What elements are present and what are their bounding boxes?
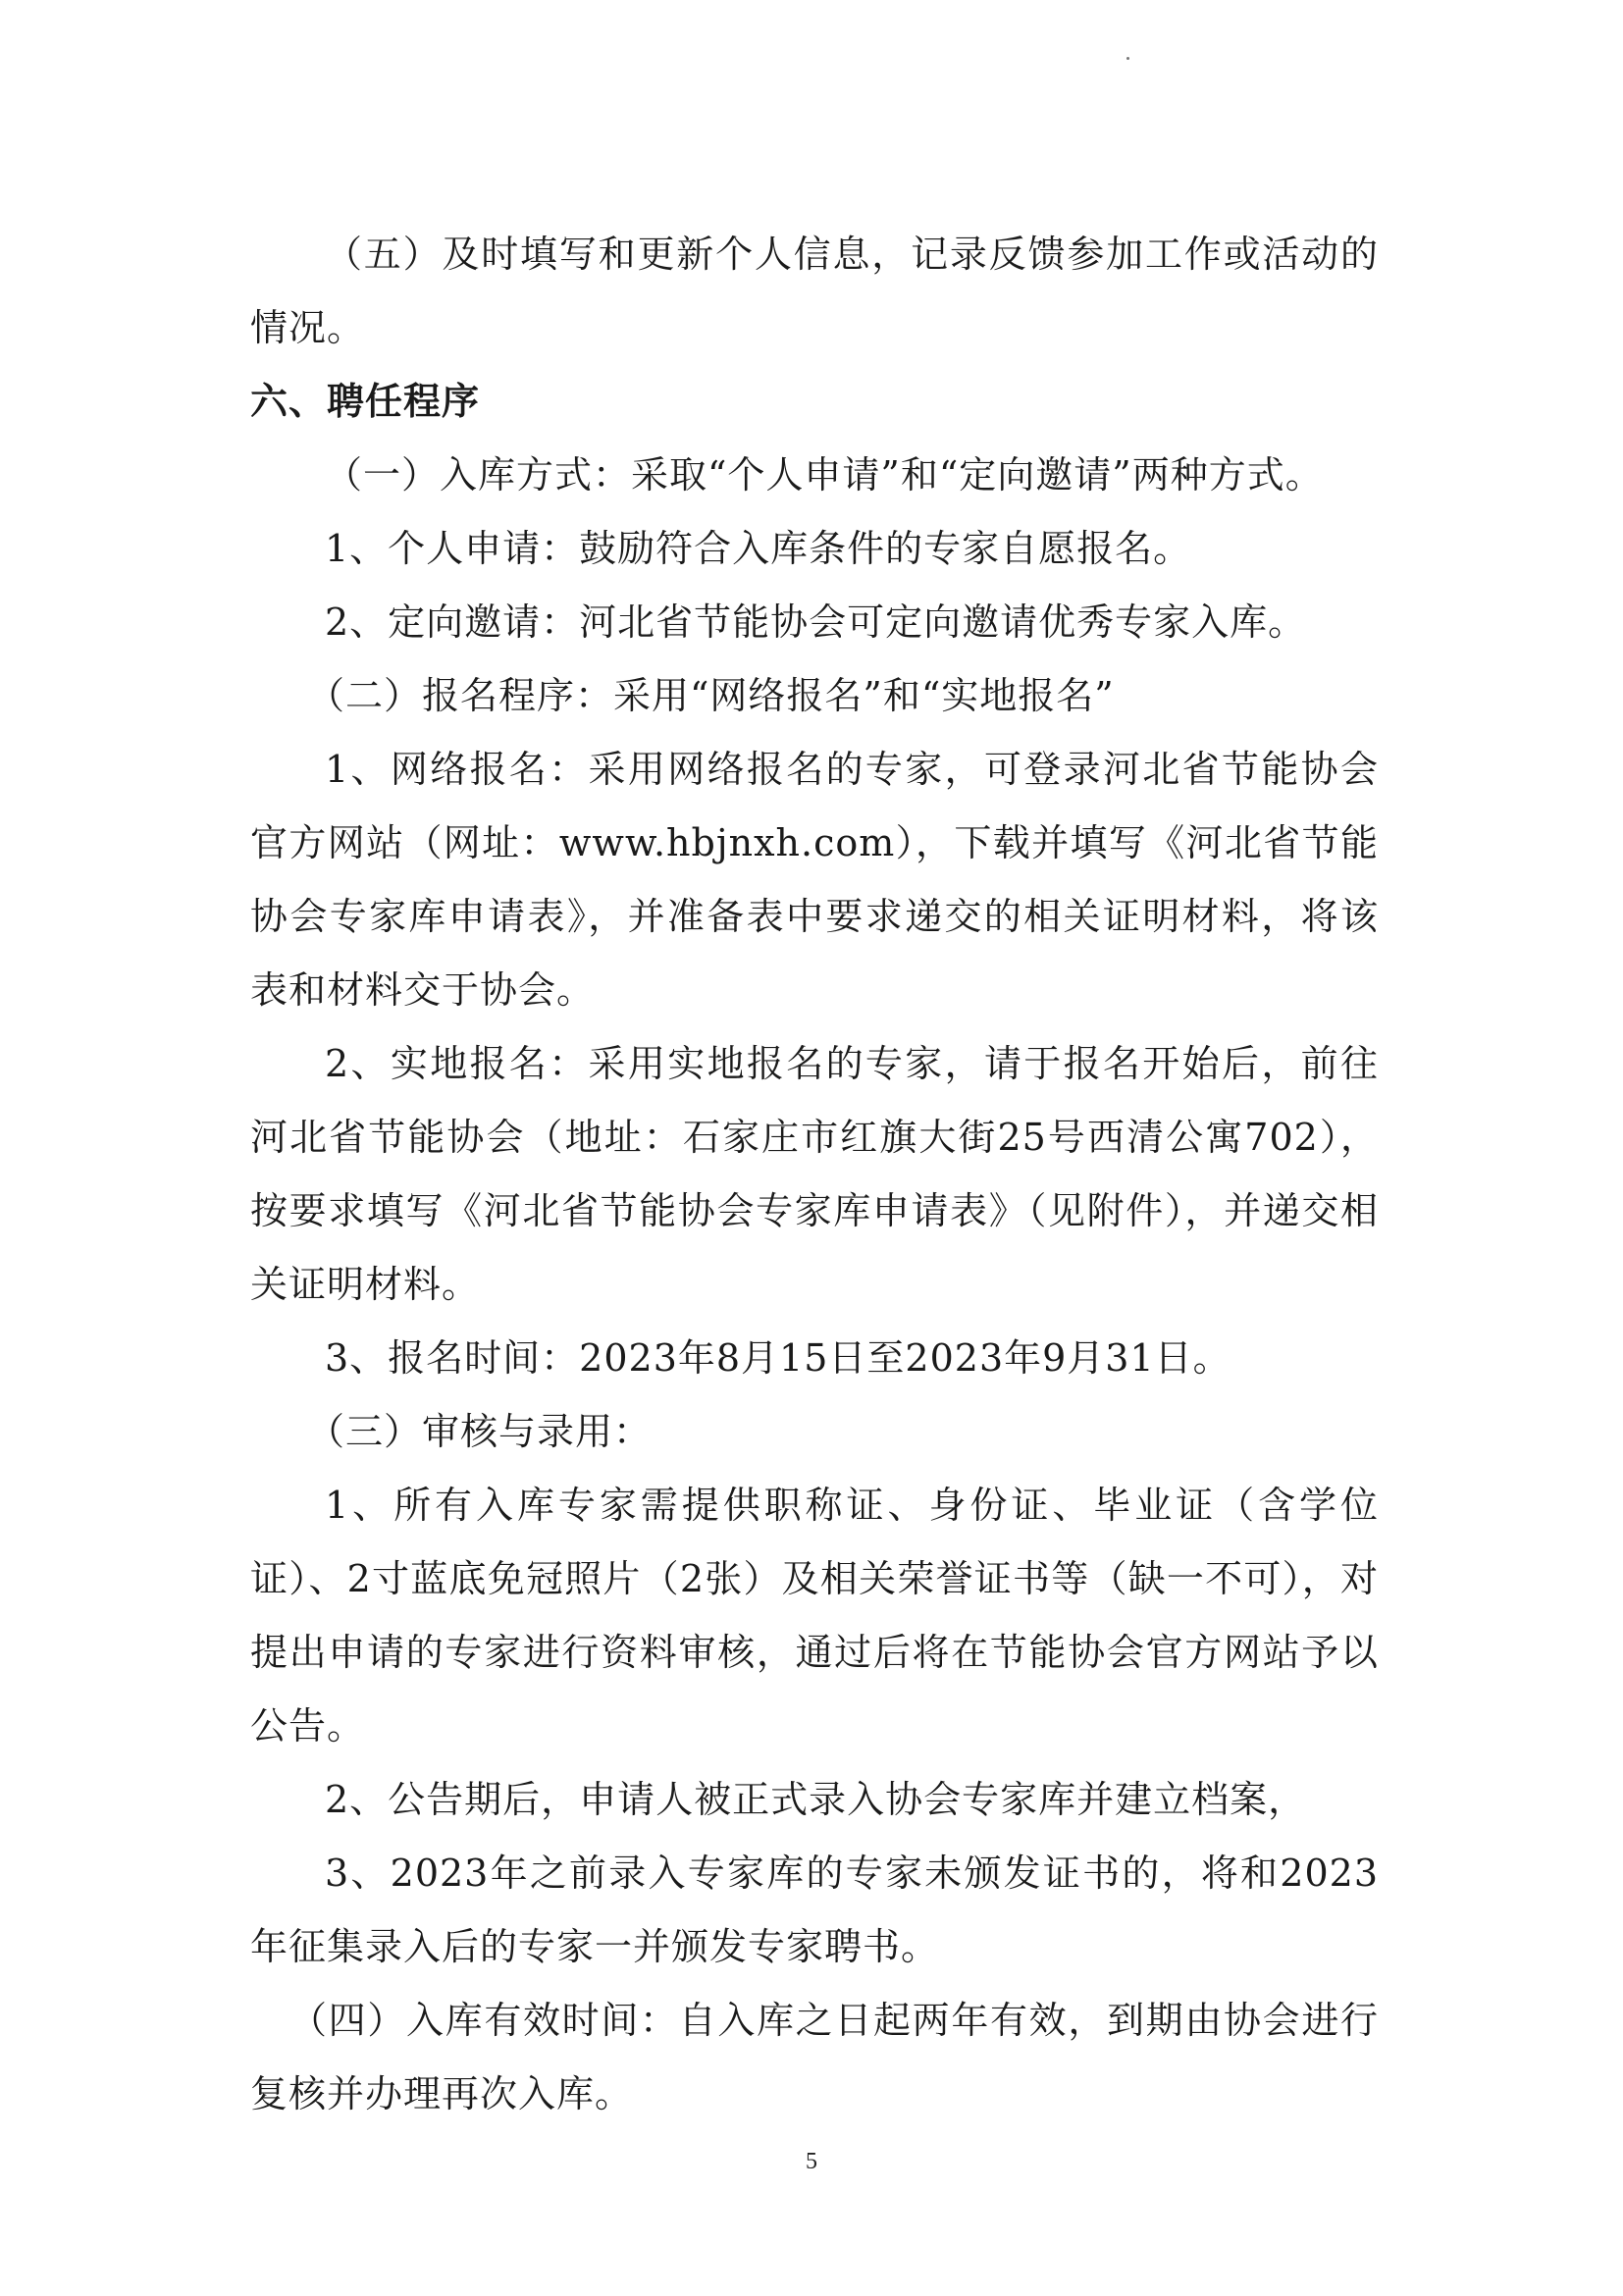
paragraph-online-registration: 1、网络报名：采用网络报名的专家，可登录河北省节能协会官方网站（网址：www.hbjnxh.com），下载并填写《河北省节能协会专家库申请表》，并准备表中要求递交的相关证明材料，将该表和材料交于协会。 — [250, 748, 1379, 1012]
paragraph-targeted-invitation: 2、定向邀请：河北省节能协会可定向邀请优秀专家入库。 — [325, 600, 1307, 644]
section-heading-appointment-procedure: 六、聘任程序 — [250, 380, 481, 423]
paragraph-required-documents: 1、所有入库专家需提供职称证、身份证、毕业证（含学位证）、2寸蓝底免冠照片（2张）及相关荣誉证书等（缺一不可），对提出申请的专家进行资料审核，通过后将在节能协会官方网站予以公告。 — [250, 1484, 1379, 1748]
paragraph-registration-time: 3、报名时间：2023年8月15日至2023年9月31日。 — [325, 1336, 1231, 1380]
document-body — [250, 218, 1379, 2131]
paragraph-personal-application: 1、个人申请：鼓励符合入库条件的专家自愿报名。 — [325, 527, 1192, 570]
paragraph-review-and-admission: （三）审核与录用： — [307, 1410, 653, 1453]
paragraph-registration-procedure: （二）报名程序：采用“网络报名”和“实地报名” — [307, 674, 1115, 717]
paragraph-entry-method: （一）入库方式：采取“个人申请”和“定向邀请”两种方式。 — [325, 453, 1324, 496]
paragraph-certificate-issuance: 3、2023年之前录入专家库的专家未颁发证书的，将和2023年征集录入后的专家一并颁发专家聘书。 — [250, 1852, 1379, 1968]
page-number: 5 — [806, 2149, 817, 2174]
paragraph-onsite-registration: 2、实地报名：采用实地报名的专家，请于报名开始后，前往河北省节能协会（地址：石家庄市红旗大街25号西清公寓702），按要求填写《河北省节能协会专家库申请表》（见附件），并递交相关证明材料。 — [250, 1042, 1379, 1306]
paragraph-after-announcement: 2、公告期后，申请人被正式录入协会专家库并建立档案， — [325, 1778, 1307, 1821]
paragraph-validity-period: （四）入库有效时间：自入库之日起两年有效，到期由协会进行复核并办理再次入库。 — [250, 1999, 1379, 2115]
scan-speck — [1126, 57, 1129, 60]
paragraph-personal-info-update: （五）及时填写和更新个人信息，记录反馈参加工作或活动的情况。 — [250, 233, 1379, 349]
